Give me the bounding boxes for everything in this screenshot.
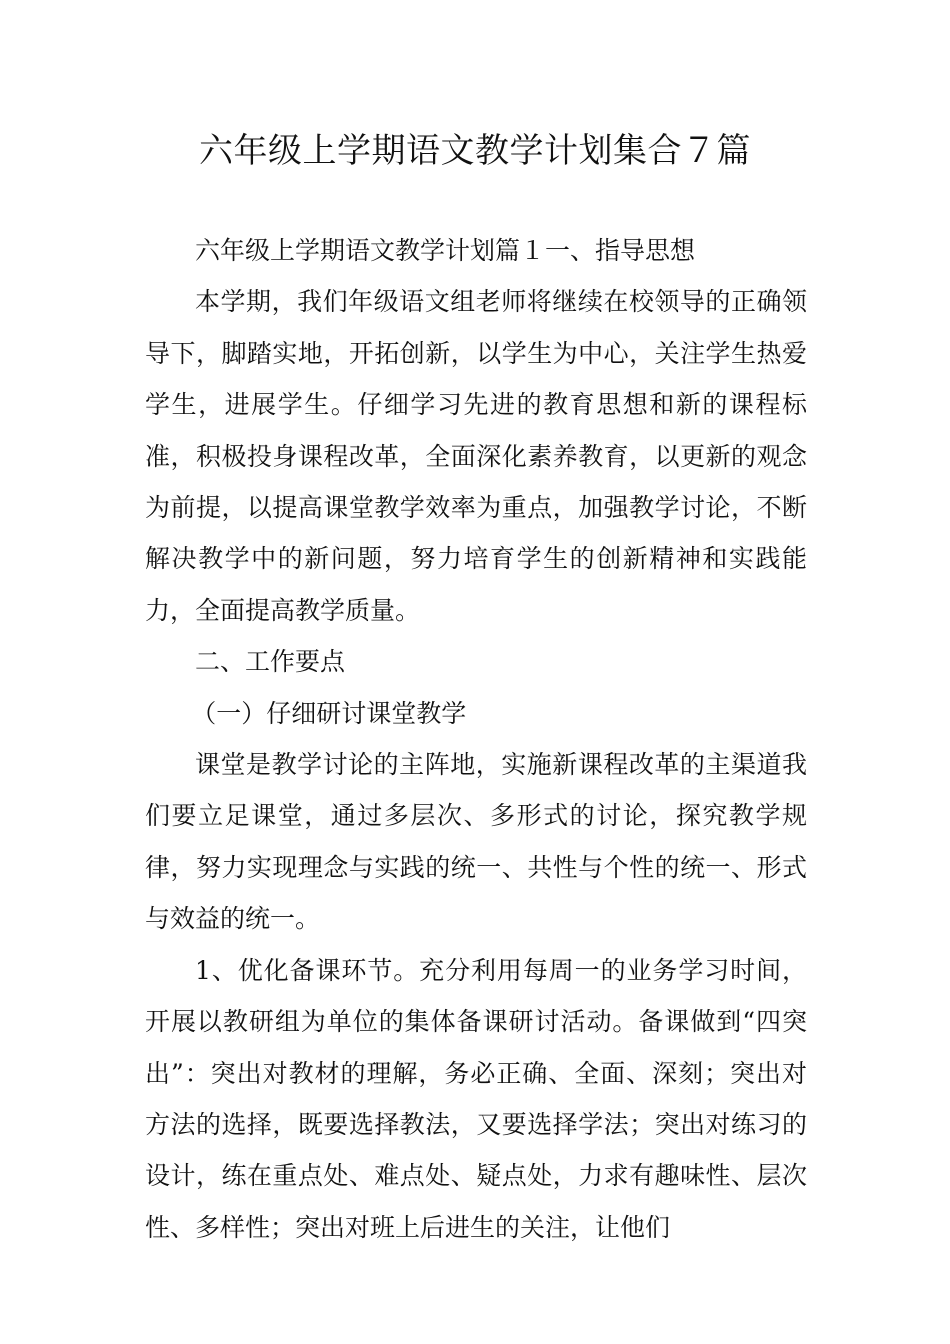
paragraph-classroom: 课堂是教学讨论的主阵地，实施新课程改革的主渠道我们要立足课堂，通过多层次、多形式的讨论，探究教学规律，努力实现理念与实践的统一、共性与个性的统一、形式与效益的统一。	[145, 750, 807, 934]
paragraph-guiding-thought: 本学期，我们年级语文组老师将继续在校领导的正确领导下，脚踏实地，开拓创新，以学生为中心，关注学生热爱学生，进展学生。仔细学习先进的教育思想和新的课程标准，积极投身课程改革，全面深化素养教育，以更新的观念为前提，以提高课堂教学效率为重点，加强教学讨论，不断解决教学中的新问题，努力培育学生的创新精神和实践能力，全面提高教学质量。	[145, 287, 807, 625]
document-title: 六年级上学期语文教学计划集合７篇	[199, 131, 751, 171]
document-body	[145, 225, 807, 1253]
paragraph-heading-work-points: 二、工作要点	[195, 647, 346, 677]
paragraph-heading-classroom-research: （一）仔细研讨课堂教学	[191, 698, 467, 728]
paragraph-lesson-prep: 1、优化备课环节。充分利用每周一的业务学习时间，开展以教研组为单位的集体备课研讨活动。备课做到“四突出”：突出对教材的理解，务必正确、全面、深刻；突出对方法的选择，既要选择教法，又要选择学法；突出对练习的设计，练在重点处、难点处、疑点处，力求有趣味性、层次性、多样性；突出对班上后进生的关注，让他们	[145, 955, 807, 1242]
paragraph-heading-guiding-thought: 六年级上学期语文教学计划篇１一、指导思想	[195, 236, 696, 265]
